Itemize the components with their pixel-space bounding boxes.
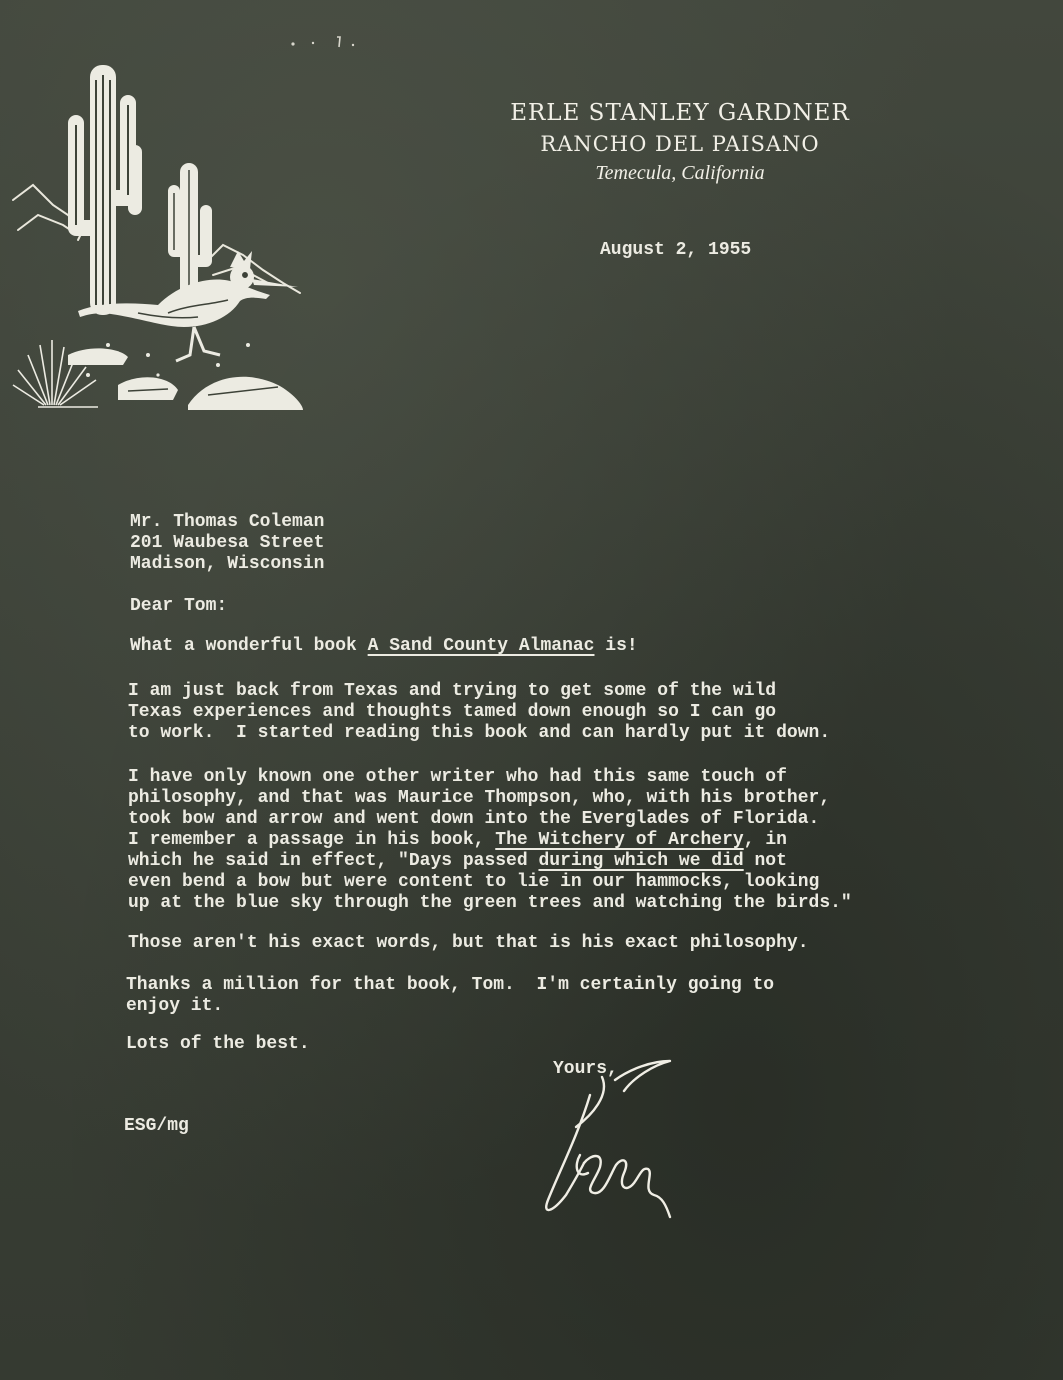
paragraph-3-title-line xyxy=(128,830,852,851)
book-title-sand-county: A Sand County Almanac xyxy=(367,636,595,656)
paragraph-5-line: Thanks a million for that book, Tom. I'm certainly going to xyxy=(126,975,775,995)
paragraph-3-line: I have only known one other writer who had this same touch of xyxy=(128,767,787,787)
paragraph-3 xyxy=(128,767,852,914)
paragraph-2-line: Texas experiences and thoughts tamed down enough so I can go xyxy=(128,702,777,722)
paragraph-3-line: even bend a bow but were content to lie in our hammocks, looking xyxy=(128,872,820,892)
reference-initials: ESG/mg xyxy=(124,1116,189,1136)
paragraph-3-line: philosophy, and that was Maurice Thompson, who, with his brother, xyxy=(128,788,831,808)
handwritten-signature xyxy=(530,1055,690,1235)
paragraph-1-before: What a wonderful book xyxy=(130,636,368,656)
salutation: Dear Tom: xyxy=(130,596,228,616)
complimentary-close: Yours, xyxy=(553,1059,618,1079)
paragraph-2-line: to work. I started reading this book and can hardly put it down. xyxy=(128,723,831,743)
letterhead-location: Temecula, California xyxy=(595,162,765,184)
paragraph-2 xyxy=(128,681,830,744)
letterhead-ranch: RANCHO DEL PAISANO xyxy=(540,132,820,156)
paragraph-4: Those aren't his exact words, but that is his exact philosophy. xyxy=(128,933,809,953)
paragraph-3-line: took bow and arrow and went down into the Everglades of Florida. xyxy=(128,809,820,829)
recipient-street: 201 Waubesa Street xyxy=(130,533,325,553)
recipient-name: Mr. Thomas Coleman xyxy=(130,512,325,532)
letter-date: August 2, 1955 xyxy=(600,240,752,260)
letterhead-name: ERLE STANLEY GARDNER xyxy=(510,100,850,126)
paragraph-3-quote-after: not xyxy=(743,851,787,871)
paragraph-1 xyxy=(130,636,638,657)
recipient-city: Madison, Wisconsin xyxy=(130,554,325,574)
letterhead xyxy=(470,100,890,185)
recipient-address xyxy=(130,512,324,575)
book-title-witchery: The Witchery of Archery xyxy=(495,830,744,850)
paragraph-3-quote-before: which he said in effect, "Days passed xyxy=(128,851,539,871)
desert-roadrunner-emblem xyxy=(8,55,308,415)
paragraph-5 xyxy=(126,975,774,1017)
paragraph-1-after: is! xyxy=(594,636,638,656)
closing-line: Lots of the best. xyxy=(126,1034,310,1054)
paragraph-5-line: enjoy it. xyxy=(126,996,224,1016)
paragraph-3-quote-line xyxy=(128,851,852,872)
paragraph-3-line: up at the blue sky through the green trees and watching the birds." xyxy=(128,893,852,913)
paper-specks xyxy=(285,35,365,49)
paragraph-2-line: I am just back from Texas and trying to get some of the wild xyxy=(128,681,777,701)
paragraph-3-title-after: , in xyxy=(743,830,787,850)
paragraph-3-title-before: I remember a passage in his book, xyxy=(128,830,496,850)
quote-underlined: during which we did xyxy=(538,851,744,871)
